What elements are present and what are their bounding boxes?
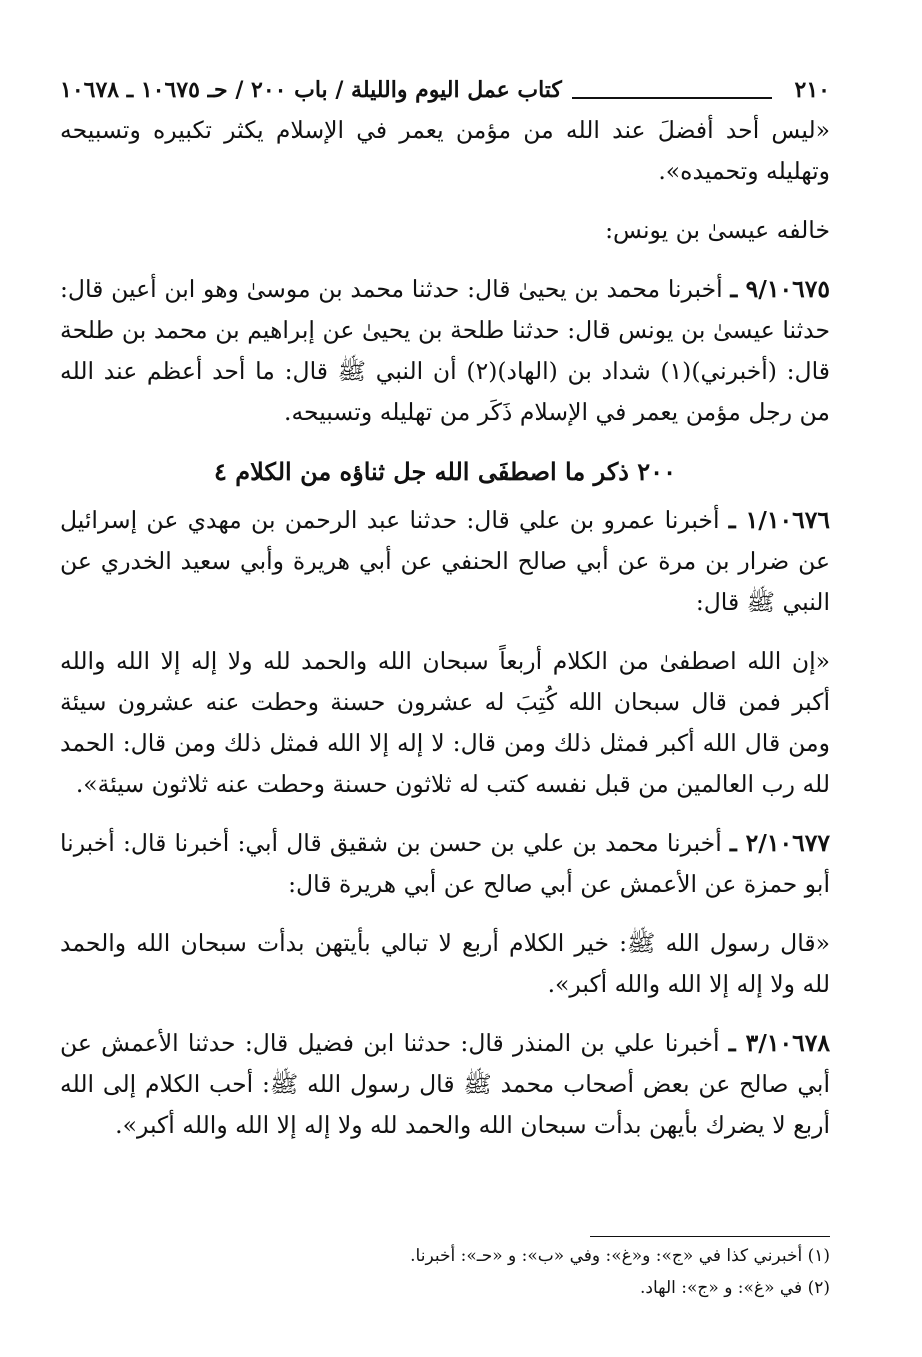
page-number: ٢١٠ (794, 77, 830, 103)
hadith-10675 (60, 269, 830, 433)
section-heading: ٢٠٠ ذكر ما اصطفَى الله جل ثناؤه من الكلام ٤ (214, 457, 676, 486)
hadith-number: ٣/١٠٦٧٨ ـ (728, 1029, 830, 1057)
hadith-10677-quote: «قال رسول الله ﷺ: خير الكلام أربع لا تبالي بأيتهن بدأت سبحان الله والحمد لله ولا إله إلا الله والله أكبر». (60, 929, 830, 998)
hadith-number: ٩/١٠٦٧٥ ـ (730, 275, 830, 303)
quote-paragraph: «ليس أحد أفضلَ عند الله من مؤمن يعمر في الإسلام يكثر تكبيره وتسبيحه وتهليله وتحميده». (60, 116, 830, 185)
footnote-divider (590, 1236, 830, 1237)
hadith-text: أخبرنا محمد بن يحيىٰ قال: حدثنا محمد بن موسىٰ وهو ابن أعين قال: حدثنا عيسىٰ بن يونس قال: حدثنا طلحة بن يحيىٰ عن إبراهيم بن محمد بن طلحة قال: (أخبرني)(١) شداد بن (الهاد)(٢) أن النبي ﷺ قال: ما أحد أعظم عند الله من رجل مؤمن يعمر في الإسلام ذَكَر من تهليله وتسبيحه. (60, 275, 830, 426)
hadith-number: ٢/١٠٦٧٧ ـ (729, 829, 830, 857)
hadith-text: أخبرنا محمد بن علي بن حسن بن شقيق قال أبي: أخبرنا قال: أخبرنا أبو حمزة عن الأعمش عن أبي صالح عن أبي هريرة قال: (60, 829, 830, 898)
hadith-10677 (60, 823, 830, 905)
transition-paragraph: خالفه عيسىٰ بن يونس: (605, 216, 830, 244)
hadith-number: ١/١٠٦٧٦ ـ (728, 506, 830, 534)
header-rule (572, 97, 772, 99)
hadith-10678 (60, 1023, 830, 1146)
footnote-2: (٢) في «غ»: و «ج»: الهاد. (639, 1278, 830, 1298)
hadith-10676-quote: «إن الله اصطفىٰ من الكلام أربعاً سبحان الله والحمد لله ولا إله إلا الله والله أكبر فمن قال سبحان الله كُتِبَ له عشرون حسنة وحطت عنه عشرون سيئة ومن قال الله أكبر فمثل ذلك ومن قال: لا إله إلا الله فمثل ذلك ومن قال: الحمد لله رب العالمين من قبل نفسه كتب له ثلاثون حسنة وحطت عنه ثلاثون سيئة». (60, 647, 830, 798)
footnote-1: (١) أخبرني كذا في «ج»: و«غ»: وفي «ب»: و «حـ»: أخبرنا. (410, 1246, 830, 1266)
header-title: كتاب عمل اليوم والليلة / باب ٢٠٠ / حـ ١٠٦٧٥ ـ ١٠٦٧٨ (60, 77, 562, 103)
running-header (60, 70, 830, 110)
main-text (60, 110, 830, 1146)
hadith-text: أخبرنا علي بن المنذر قال: حدثنا ابن فضيل قال: حدثنا الأعمش عن أبي صالح عن بعض أصحاب محمد ﷺ قال رسول الله ﷺ: أحب الكلام إلى الله أربع لا يضرك بأيهن بدأت سبحان الله والحمد لله ولا إله إلا الله والله أكبر». (60, 1029, 830, 1139)
hadith-10676 (60, 500, 830, 623)
footnotes (110, 1240, 830, 1304)
page (60, 70, 830, 1146)
hadith-text: أخبرنا عمرو بن علي قال: حدثنا عبد الرحمن بن مهدي عن إسرائيل عن ضرار بن مرة عن أبي صالح الحنفي عن أبي هريرة وأبي سعيد الخدري عن النبي ﷺ قال: (60, 506, 830, 616)
